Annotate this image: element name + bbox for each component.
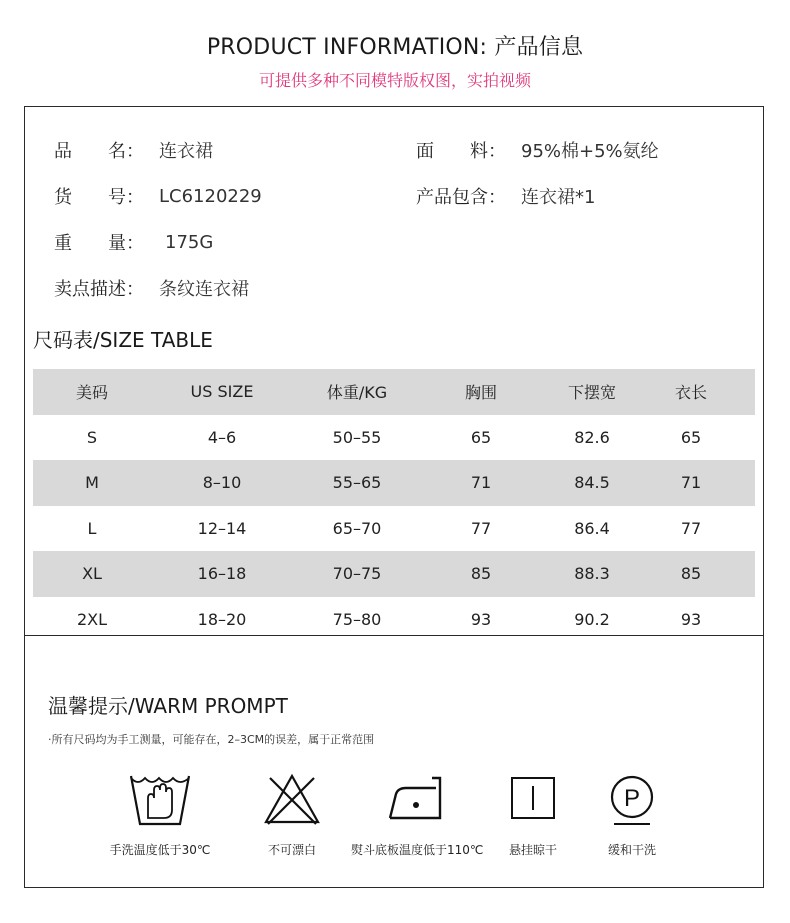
table-cell: 85 bbox=[470, 564, 492, 584]
info-sku-label bbox=[54, 183, 144, 209]
info-weight-label-b: 量： bbox=[108, 233, 144, 254]
header-cell: 体重/KG bbox=[326, 383, 388, 403]
size-table-title: 尺码表/SIZE TABLE bbox=[33, 328, 213, 352]
table-cell: S bbox=[86, 427, 98, 447]
table-cell: 4–6 bbox=[207, 427, 237, 447]
table-cell: 84.5 bbox=[574, 473, 610, 493]
info-selling-row bbox=[54, 275, 249, 301]
info-weight-label-a: 重 bbox=[54, 233, 72, 254]
info-name-value: 连衣裙 bbox=[159, 141, 213, 162]
care-label: 不可漂白 bbox=[267, 843, 316, 857]
iron-icon bbox=[386, 772, 446, 824]
header-cell: US SIZE bbox=[190, 382, 254, 402]
table-cell: 75–80 bbox=[332, 609, 382, 629]
info-weight-label bbox=[54, 229, 144, 255]
care-label: 悬挂晾干 bbox=[508, 843, 557, 857]
header-cell: 美码 bbox=[75, 383, 108, 403]
table-cell: 55–65 bbox=[332, 473, 382, 493]
info-weight-value: 175G bbox=[165, 231, 214, 253]
info-selling-label: 卖点描述： bbox=[54, 279, 144, 300]
table-row bbox=[33, 551, 755, 597]
table-cell: 82.6 bbox=[574, 427, 610, 447]
info-sku-row bbox=[54, 183, 262, 209]
dry-clean-letter: P bbox=[623, 785, 641, 812]
table-cell: M bbox=[85, 473, 99, 493]
table-row bbox=[33, 460, 755, 506]
care-item-dry-clean bbox=[567, 772, 697, 862]
info-name-label-b: 名： bbox=[108, 141, 144, 162]
header-cell: 下摆宽 bbox=[567, 383, 616, 403]
info-contents-value: 连衣裙*1 bbox=[521, 187, 596, 208]
table-cell: 16–18 bbox=[197, 564, 247, 584]
info-name-label bbox=[54, 137, 144, 163]
care-item-no-bleach bbox=[227, 772, 357, 862]
table-cell: 93 bbox=[680, 609, 702, 629]
table-cell: 86.4 bbox=[574, 518, 610, 538]
info-fabric-label-b: 料： bbox=[470, 141, 506, 162]
table-cell: 18–20 bbox=[197, 609, 247, 629]
table-cell: 77 bbox=[470, 518, 492, 538]
table-cell: 65 bbox=[680, 427, 702, 447]
info-contents-row bbox=[416, 183, 595, 209]
care-item-hand-wash bbox=[95, 772, 225, 862]
table-cell: 65 bbox=[470, 427, 492, 447]
info-fabric-row bbox=[416, 137, 659, 163]
hand-wash-icon bbox=[128, 772, 192, 830]
warm-prompt-note: ·所有尺码均为手工测量，可能存在，2–3CM的误差，属于正常范围 bbox=[48, 733, 375, 746]
table-cell: 70–75 bbox=[332, 564, 382, 584]
table-cell: L bbox=[87, 518, 97, 538]
info-fabric-label-a: 面 bbox=[416, 141, 434, 162]
care-label: 缓和干洗 bbox=[607, 843, 656, 857]
size-table-header bbox=[33, 369, 755, 415]
care-label: 熨斗底板温度低于110℃ bbox=[351, 843, 484, 857]
info-fabric-label bbox=[416, 137, 506, 163]
page-title: PRODUCT INFORMATION: 产品信息 bbox=[206, 35, 584, 60]
table-cell: 77 bbox=[680, 518, 702, 538]
info-sku-value: LC6120229 bbox=[159, 185, 262, 207]
info-weight-row bbox=[54, 229, 213, 255]
header-cell: 衣长 bbox=[674, 383, 707, 403]
info-selling-value: 条纹连衣裙 bbox=[159, 279, 249, 300]
no-bleach-icon bbox=[262, 772, 322, 828]
table-cell: 50–55 bbox=[332, 427, 382, 447]
table-cell: 85 bbox=[680, 564, 702, 584]
table-cell: 90.2 bbox=[574, 609, 610, 629]
info-contents-label: 产品包含： bbox=[416, 187, 506, 208]
dry-clean-icon bbox=[608, 772, 656, 828]
table-cell: 2XL bbox=[76, 609, 108, 629]
care-item-iron bbox=[351, 772, 484, 862]
table-cell: 71 bbox=[680, 473, 702, 493]
warm-prompt-title: 温馨提示/WARM PROMPT bbox=[48, 694, 288, 718]
table-cell: 12–14 bbox=[197, 518, 247, 538]
table-cell: 93 bbox=[470, 609, 492, 629]
table-cell: 88.3 bbox=[574, 564, 610, 584]
info-name-row bbox=[54, 137, 213, 163]
info-sku-label-b: 号： bbox=[108, 187, 144, 208]
page-subtitle: 可提供多种不同模特版权图，实拍视频 bbox=[258, 71, 531, 90]
info-fabric-value: 95%棉+5%氨纶 bbox=[521, 141, 659, 162]
table-row bbox=[33, 506, 755, 552]
table-cell: 8–10 bbox=[202, 473, 242, 493]
info-name-label-a: 品 bbox=[54, 141, 72, 162]
line-dry-icon bbox=[509, 772, 557, 820]
table-row bbox=[33, 415, 755, 461]
info-sku-label-a: 货 bbox=[54, 187, 72, 208]
size-table bbox=[33, 369, 755, 642]
table-cell: XL bbox=[82, 564, 102, 584]
header-cell: 胸围 bbox=[464, 383, 497, 403]
care-label: 手洗温度低于30℃ bbox=[109, 843, 211, 857]
table-row bbox=[33, 597, 755, 643]
table-cell: 71 bbox=[470, 473, 492, 493]
table-cell: 65–70 bbox=[332, 518, 382, 538]
